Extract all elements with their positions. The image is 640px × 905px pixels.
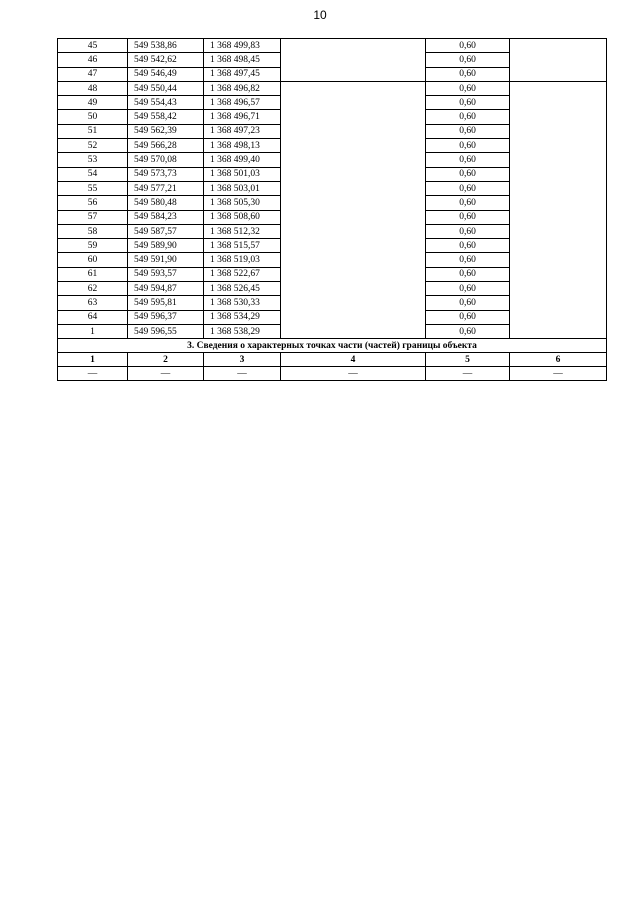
accuracy-value: 0,60 <box>426 253 510 267</box>
coordinate-x: 549 595,81 <box>128 296 204 310</box>
accuracy-value: 0,60 <box>426 282 510 296</box>
point-number: 45 <box>58 39 128 53</box>
coordinate-x: 549 566,28 <box>128 139 204 153</box>
point-number: 58 <box>58 224 128 238</box>
accuracy-value: 0,60 <box>426 53 510 67</box>
coordinate-x: 549 558,42 <box>128 110 204 124</box>
column-number-3: 3 <box>204 353 281 367</box>
accuracy-value: 0,60 <box>426 139 510 153</box>
point-number: 61 <box>58 267 128 281</box>
point-number: 56 <box>58 196 128 210</box>
coordinate-y: 1 368 496,57 <box>204 96 281 110</box>
point-number: 49 <box>58 96 128 110</box>
coordinate-y: 1 368 497,23 <box>204 124 281 138</box>
point-number: 51 <box>58 124 128 138</box>
accuracy-value: 0,60 <box>426 124 510 138</box>
coordinate-x: 549 573,73 <box>128 167 204 181</box>
point-number: 57 <box>58 210 128 224</box>
column-number-1: 1 <box>58 353 128 367</box>
point-number: 64 <box>58 310 128 324</box>
coordinate-y: 1 368 534,29 <box>204 310 281 324</box>
section-3-title: 3. Сведения о характерных точках части (частей) границы объекта <box>58 339 607 353</box>
coordinate-x: 549 596,55 <box>128 324 204 338</box>
column-number-2: 2 <box>128 353 204 367</box>
description-cell <box>510 39 607 82</box>
coordinate-x: 549 546,49 <box>128 67 204 81</box>
point-number: 50 <box>58 110 128 124</box>
coordinate-y: 1 368 498,45 <box>204 53 281 67</box>
coordinate-x: 549 596,37 <box>128 310 204 324</box>
empty-cell: — <box>58 367 128 381</box>
accuracy-value: 0,60 <box>426 96 510 110</box>
coordinate-x: 549 584,23 <box>128 210 204 224</box>
coordinate-x: 549 550,44 <box>128 81 204 95</box>
coordinate-x: 549 577,21 <box>128 181 204 195</box>
accuracy-value: 0,60 <box>426 224 510 238</box>
point-number: 48 <box>58 81 128 95</box>
accuracy-value: 0,60 <box>426 310 510 324</box>
point-number: 54 <box>58 167 128 181</box>
accuracy-value: 0,60 <box>426 67 510 81</box>
empty-cell: — <box>204 367 281 381</box>
point-number: 62 <box>58 282 128 296</box>
coordinate-y: 1 368 512,32 <box>204 224 281 238</box>
method-cell <box>281 81 426 338</box>
point-number: 53 <box>58 153 128 167</box>
method-cell <box>281 39 426 82</box>
column-number-5: 5 <box>426 353 510 367</box>
accuracy-value: 0,60 <box>426 324 510 338</box>
empty-cell: — <box>281 367 426 381</box>
coordinate-x: 549 594,87 <box>128 282 204 296</box>
coordinate-y: 1 368 498,13 <box>204 139 281 153</box>
empty-cell: — <box>426 367 510 381</box>
coordinate-y: 1 368 497,45 <box>204 67 281 81</box>
coordinates-table-body <box>58 39 607 381</box>
coordinate-x: 549 538,86 <box>128 39 204 53</box>
accuracy-value: 0,60 <box>426 296 510 310</box>
point-number: 46 <box>58 53 128 67</box>
page-number: 10 <box>313 8 327 22</box>
accuracy-value: 0,60 <box>426 210 510 224</box>
coordinate-y: 1 368 501,03 <box>204 167 281 181</box>
coordinate-y: 1 368 519,03 <box>204 253 281 267</box>
coordinate-y: 1 368 496,82 <box>204 81 281 95</box>
section-3-row <box>58 339 607 353</box>
accuracy-value: 0,60 <box>426 181 510 195</box>
point-number: 63 <box>58 296 128 310</box>
accuracy-value: 0,60 <box>426 39 510 53</box>
column-number-6: 6 <box>510 353 607 367</box>
accuracy-value: 0,60 <box>426 153 510 167</box>
coordinate-y: 1 368 505,30 <box>204 196 281 210</box>
point-number: 55 <box>58 181 128 195</box>
accuracy-value: 0,60 <box>426 239 510 253</box>
coordinate-x: 549 554,43 <box>128 96 204 110</box>
coordinate-y: 1 368 503,01 <box>204 181 281 195</box>
coordinate-y: 1 368 499,83 <box>204 39 281 53</box>
coordinate-y: 1 368 538,29 <box>204 324 281 338</box>
point-number: 60 <box>58 253 128 267</box>
table-row <box>58 39 607 53</box>
accuracy-value: 0,60 <box>426 167 510 181</box>
point-number: 1 <box>58 324 128 338</box>
coordinate-x: 549 589,90 <box>128 239 204 253</box>
coordinates-table <box>57 38 607 381</box>
coordinate-x: 549 542,62 <box>128 53 204 67</box>
coordinate-y: 1 368 530,33 <box>204 296 281 310</box>
point-number: 59 <box>58 239 128 253</box>
point-number: 52 <box>58 139 128 153</box>
description-cell <box>510 81 607 338</box>
point-number: 47 <box>58 67 128 81</box>
coordinate-y: 1 368 499,40 <box>204 153 281 167</box>
accuracy-value: 0,60 <box>426 110 510 124</box>
coordinate-x: 549 562,39 <box>128 124 204 138</box>
accuracy-value: 0,60 <box>426 196 510 210</box>
coordinate-y: 1 368 496,71 <box>204 110 281 124</box>
column-numbers-row <box>58 353 607 367</box>
coordinate-x: 549 591,90 <box>128 253 204 267</box>
column-number-4: 4 <box>281 353 426 367</box>
coordinate-y: 1 368 515,57 <box>204 239 281 253</box>
coordinate-y: 1 368 526,45 <box>204 282 281 296</box>
accuracy-value: 0,60 <box>426 81 510 95</box>
empty-cell: — <box>128 367 204 381</box>
table-row <box>58 81 607 95</box>
coordinate-x: 549 593,57 <box>128 267 204 281</box>
empty-data-row <box>58 367 607 381</box>
coordinate-x: 549 580,48 <box>128 196 204 210</box>
accuracy-value: 0,60 <box>426 267 510 281</box>
coordinate-x: 549 587,57 <box>128 224 204 238</box>
coordinate-x: 549 570,08 <box>128 153 204 167</box>
coordinate-y: 1 368 508,60 <box>204 210 281 224</box>
empty-cell: — <box>510 367 607 381</box>
coordinate-y: 1 368 522,67 <box>204 267 281 281</box>
